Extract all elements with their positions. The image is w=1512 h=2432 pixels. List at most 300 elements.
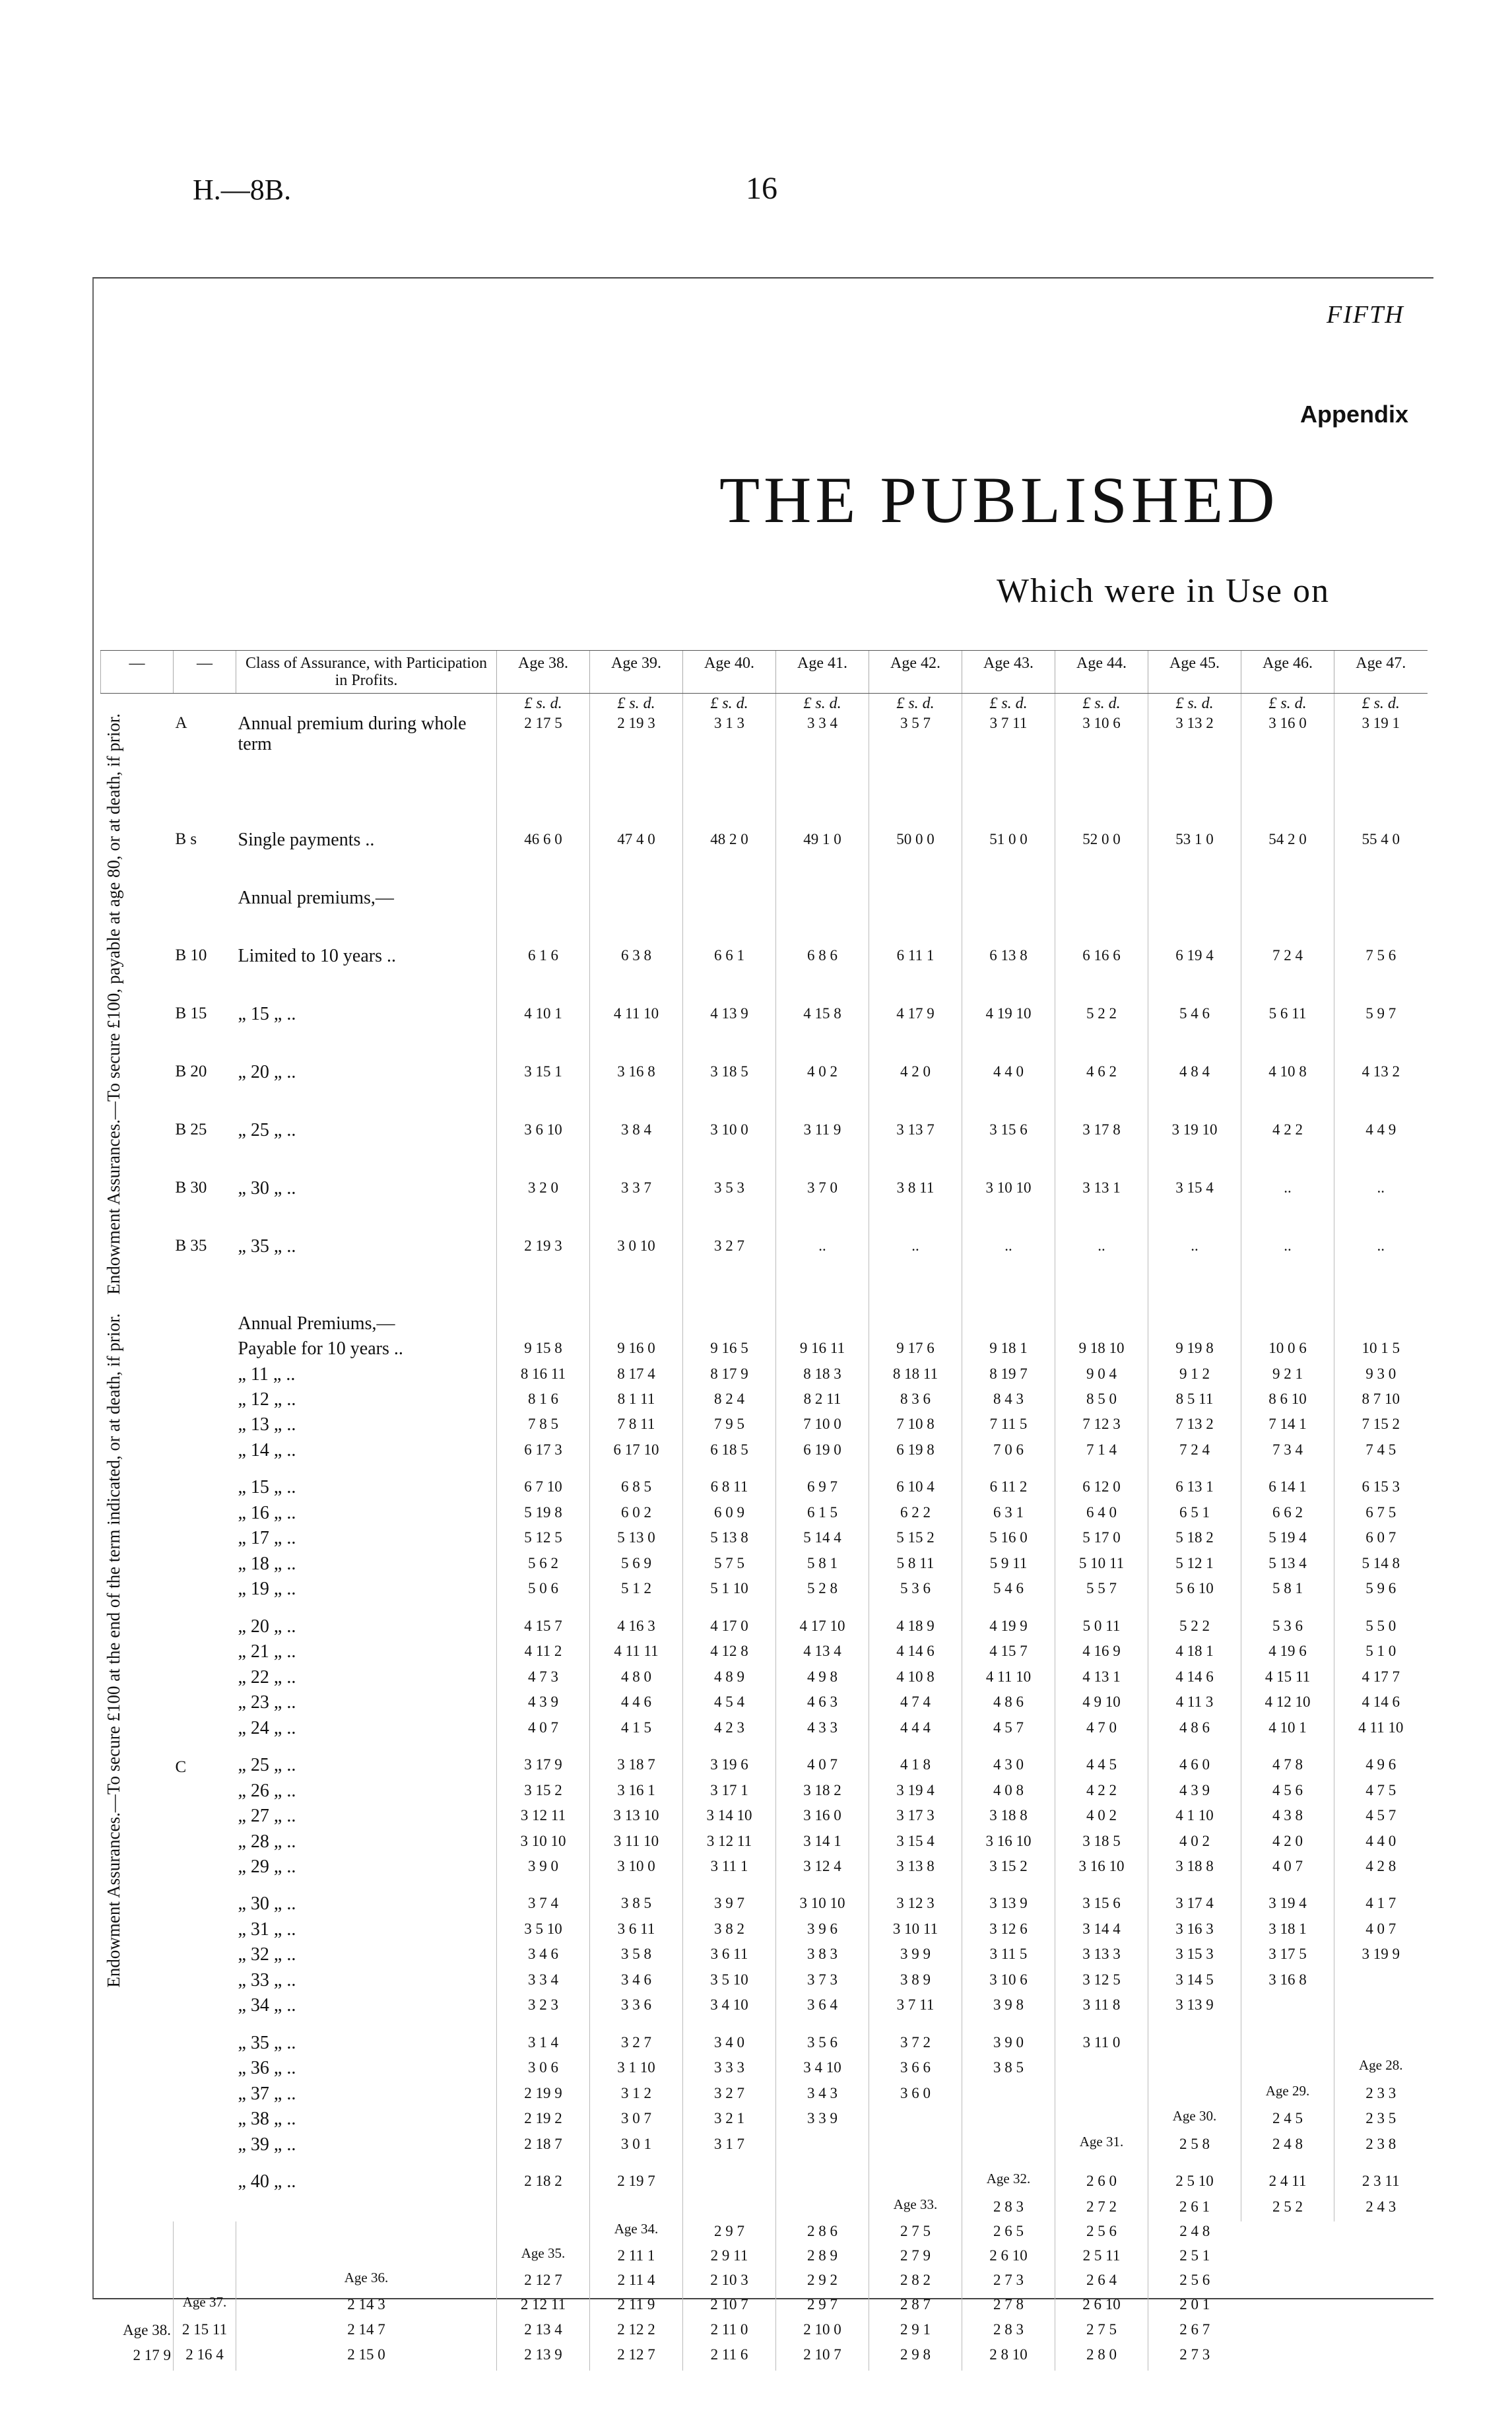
premium-cell: 3 19 9 <box>1334 1944 1428 1969</box>
premium-cell: 3 3 7 <box>590 1178 683 1236</box>
premium-cell: 3 0 6 <box>497 2058 590 2083</box>
age-note: Age 30. <box>1148 2109 1241 2134</box>
spacer-cell <box>497 2159 590 2171</box>
code-cell-spacer <box>174 694 236 714</box>
premium-cell: 3 19 4 <box>869 1781 962 1806</box>
premium-cell: 9 19 8 <box>1148 1338 1241 1364</box>
table-row <box>101 946 1428 1004</box>
class-description: „ 24 „ .. <box>238 1717 296 1738</box>
premium-cell: 2 6 10 <box>1055 2295 1148 2319</box>
premium-cell: 3 6 6 <box>869 2058 962 2083</box>
premium-cell: 4 2 2 <box>1241 1120 1334 1178</box>
age-note: Age 35. <box>497 2246 590 2270</box>
premium-cell: 5 8 11 <box>869 1554 962 1579</box>
premium-cell: 5 19 4 <box>1241 1528 1334 1553</box>
premium-cell: 5 12 5 <box>497 1528 590 1553</box>
class-description: „ 39 „ .. <box>238 2134 296 2155</box>
premium-cell: 4 9 10 <box>1055 1692 1148 1717</box>
premium-cell: 3 2 0 <box>497 1178 590 1236</box>
class-description <box>101 2246 174 2270</box>
premium-cell: 2 8 9 <box>776 2246 869 2270</box>
premium-cell: 6 8 6 <box>776 946 869 1004</box>
spacer-cell <box>869 1882 962 1893</box>
premium-cell: 3 12 11 <box>497 1806 590 1831</box>
premium-cell: 2 12 11 <box>497 2295 590 2319</box>
premium-cell: 2 8 2 <box>869 2270 962 2295</box>
premium-cell: 3 6 0 <box>869 2084 962 2109</box>
premium-cell <box>1241 888 1334 946</box>
class-description: „ 32 „ .. <box>238 1944 296 1965</box>
premium-cell: 6 1 6 <box>497 946 590 1004</box>
spacer-cell <box>1334 1465 1428 1477</box>
premium-cell: 2 4 11 <box>1241 2171 1334 2196</box>
lsd-unit-label: £ s. d. <box>1148 694 1241 714</box>
class-description: „ 17 „ .. <box>238 1528 296 1549</box>
premium-cell: 2 5 1 <box>1148 2246 1241 2270</box>
premium-cell: 5 9 11 <box>962 1554 1055 1579</box>
premium-cell: 3 11 8 <box>1055 1995 1148 2020</box>
premium-cell: 3 8 5 <box>962 2058 1055 2083</box>
table-row <box>101 1755 1428 1780</box>
premium-cell <box>962 888 1055 946</box>
premium-cell: 51 0 0 <box>962 830 1055 888</box>
premium-cell <box>1334 1970 1428 1995</box>
premium-cell: 4 11 10 <box>1334 1718 1428 1743</box>
premium-cell: 4 12 10 <box>1241 1692 1334 1717</box>
table-row <box>101 713 1428 830</box>
spacer-cell <box>1241 2159 1334 2171</box>
premium-cell: 2 11 6 <box>683 2345 776 2371</box>
premium-cell: 2 15 0 <box>236 2345 497 2371</box>
premium-cell: 3 13 2 <box>1148 713 1241 830</box>
premium-cell: 5 2 2 <box>1148 1616 1241 1641</box>
premium-cell: 3 11 1 <box>683 1857 776 1882</box>
premium-cell: 3 15 1 <box>497 1062 590 1120</box>
premium-cell: 5 6 2 <box>497 1554 590 1579</box>
premium-cell: 8 7 10 <box>1334 1389 1428 1414</box>
premium-cell: 3 6 10 <box>497 1120 590 1178</box>
table-row <box>101 1641 1428 1666</box>
age-note: Age 37. <box>174 2295 236 2319</box>
spacer-cell <box>1241 2021 1334 2033</box>
table-row <box>101 1477 1428 1502</box>
premium-cell: 2 19 3 <box>497 1236 590 1294</box>
premium-cell: 2 9 7 <box>776 2295 869 2319</box>
age-header: Age 44. <box>1055 651 1148 694</box>
premium-cell: 4 3 9 <box>497 1692 590 1717</box>
group-a-body <box>101 694 1428 1295</box>
premium-cell: 3 7 0 <box>776 1178 869 1236</box>
premium-cell: 4 9 8 <box>776 1667 869 1692</box>
premium-cell: 7 2 4 <box>1148 1440 1241 1465</box>
premium-cell: 3 16 1 <box>590 1781 683 1806</box>
premium-cell: 2 6 1 <box>1148 2197 1241 2221</box>
age-header: Age 46. <box>1241 651 1334 694</box>
premium-cell: 2 9 11 <box>683 2246 776 2270</box>
premium-cell: 2 13 4 <box>497 2320 590 2345</box>
class-code: A <box>175 714 187 732</box>
premium-cell: 3 5 6 <box>776 2033 869 2058</box>
class-description <box>101 2270 174 2295</box>
premium-cell: 4 7 8 <box>1241 1755 1334 1780</box>
premium-cell: 9 18 1 <box>962 1338 1055 1364</box>
premium-cell: 8 1 6 <box>497 1389 590 1414</box>
premium-cell: 52 0 0 <box>1055 830 1148 888</box>
premium-cell: 4 4 0 <box>962 1062 1055 1120</box>
premium-cell: 3 12 4 <box>776 1857 869 1882</box>
class-description: „ 25 „ .. <box>238 1120 296 1141</box>
premium-cell: 3 18 7 <box>590 1755 683 1780</box>
premium-cell: 2 0 1 <box>1148 2295 1241 2319</box>
premium-cell: 5 14 8 <box>1334 1554 1428 1579</box>
premium-cell: 3 16 0 <box>1241 713 1334 830</box>
premium-cell: 3 19 1 <box>1334 713 1428 830</box>
premium-cell: 6 12 0 <box>1055 1477 1148 1502</box>
class-code: B 35 <box>175 1237 207 1255</box>
premium-cell: 2 5 2 <box>1241 2197 1334 2221</box>
premium-cell: 4 0 7 <box>1334 1919 1428 1944</box>
table-row <box>101 1528 1428 1553</box>
premium-cell: 3 10 0 <box>683 1120 776 1178</box>
premium-cell <box>776 2171 869 2196</box>
premium-cell: 2 13 9 <box>497 2345 590 2371</box>
premium-cell <box>1148 2084 1241 2109</box>
premium-cell: 5 6 11 <box>1241 1004 1334 1062</box>
premium-cell <box>776 888 869 946</box>
table-row <box>101 1806 1428 1831</box>
premium-cell: 2 5 8 <box>1148 2134 1241 2159</box>
premium-cell: 3 13 9 <box>962 1893 1055 1919</box>
premium-cell: 2 7 9 <box>869 2246 962 2270</box>
premium-cell: 6 6 1 <box>683 946 776 1004</box>
premium-cell: 4 10 8 <box>1241 1062 1334 1120</box>
premium-cell: 4 9 6 <box>1334 1755 1428 1780</box>
premium-cell: 6 13 1 <box>1148 1477 1241 1502</box>
premium-cell <box>1148 888 1241 946</box>
premium-cell: 3 8 9 <box>869 1970 962 1995</box>
premium-cell: 5 3 6 <box>1241 1616 1334 1641</box>
premium-cell: 8 16 11 <box>497 1364 590 1389</box>
spacer-cell <box>497 1465 590 1477</box>
premium-cell: 4 7 4 <box>869 1692 962 1717</box>
premium-cell-empty <box>1148 1313 1241 1338</box>
class-description: „ 30 „ .. <box>238 1893 296 1915</box>
group-spacer-row <box>101 1743 1428 1755</box>
group-c-body <box>101 1295 1428 2371</box>
group-c-heading-row <box>101 1313 1428 1338</box>
premium-cell: 6 17 3 <box>497 1440 590 1465</box>
premium-cell: 48 2 0 <box>683 830 776 888</box>
premium-cell: 3 19 6 <box>683 1755 776 1780</box>
heading-appendix: Appendix <box>1300 401 1409 428</box>
heading-fifth: FIFTH <box>1327 301 1404 329</box>
lsd-unit-label: £ s. d. <box>1055 694 1148 714</box>
lsd-unit-label: £ s. d. <box>869 694 962 714</box>
premium-cell: 3 0 1 <box>590 2134 683 2159</box>
premium-cell: 4 18 1 <box>1148 1641 1241 1666</box>
premium-cell: 6 7 5 <box>1334 1503 1428 1528</box>
table-row <box>101 830 1428 888</box>
premium-cell: 5 6 10 <box>1148 1579 1241 1604</box>
premium-cell: 3 0 10 <box>590 1236 683 1294</box>
lsd-row <box>101 694 1428 714</box>
premium-cell: 6 8 11 <box>683 1477 776 1502</box>
spacer-cell <box>962 1743 1055 1755</box>
table-row <box>101 2197 1428 2221</box>
premium-cell: 2 4 3 <box>1334 2197 1428 2221</box>
premium-cell: 3 1 4 <box>497 2033 590 2058</box>
lsd-unit-label: £ s. d. <box>1334 694 1428 714</box>
premium-cell: 5 3 6 <box>869 1579 962 1604</box>
premium-cell: 4 7 0 <box>1055 1718 1148 1743</box>
premium-cell: 4 16 9 <box>1055 1641 1148 1666</box>
premium-cell <box>869 2134 962 2159</box>
premium-cell: 2 7 3 <box>1148 2345 1241 2371</box>
spacer-cell <box>497 1604 590 1616</box>
age-header: Age 38. <box>497 651 590 694</box>
premium-cell: 2 14 3 <box>236 2295 497 2319</box>
premium-cell: 4 8 6 <box>962 1692 1055 1717</box>
spacer-cell <box>869 1465 962 1477</box>
premium-cell: 4 19 6 <box>1241 1641 1334 1666</box>
table-row <box>101 2033 1428 2058</box>
premium-cell: 2 10 0 <box>776 2320 869 2345</box>
spacer-cell <box>1241 1604 1334 1616</box>
lsd-unit-label: £ s. d. <box>590 694 683 714</box>
spacer-cell <box>683 2159 776 2171</box>
premium-cell: 2 5 10 <box>1148 2171 1241 2196</box>
premium-cell: 3 5 10 <box>683 1970 776 1995</box>
premium-cell: 6 7 10 <box>497 1477 590 1502</box>
premium-cell: 4 6 2 <box>1055 1062 1148 1120</box>
table-row <box>101 1893 1428 1919</box>
premium-cell: 4 2 8 <box>1334 1857 1428 1882</box>
premium-cell: 7 5 6 <box>1334 946 1428 1004</box>
premium-cell: 3 8 4 <box>590 1120 683 1178</box>
premium-cell: 6 0 9 <box>683 1503 776 1528</box>
premium-cell: 3 10 11 <box>869 1919 962 1944</box>
premium-cell: 3 8 11 <box>869 1178 962 1236</box>
class-code: B s <box>175 830 197 849</box>
premium-cell: 4 19 9 <box>962 1616 1055 1641</box>
premium-cell: 3 13 1 <box>1055 1178 1148 1236</box>
age-header: Age 40. <box>683 651 776 694</box>
premium-cell: 6 6 2 <box>1241 1503 1334 1528</box>
group-spacer-row <box>101 2021 1428 2033</box>
class-code: B 15 <box>175 1004 207 1023</box>
premium-cell: 7 15 2 <box>1334 1414 1428 1439</box>
premium-cell: 5 2 2 <box>1055 1004 1148 1062</box>
age-header: Age 39. <box>590 651 683 694</box>
premium-cell: 3 4 0 <box>683 2033 776 2058</box>
class-description: Limited to 10 years .. <box>238 946 397 967</box>
premium-cell: 4 5 7 <box>1334 1806 1428 1831</box>
premium-cell: 3 8 2 <box>683 1919 776 1944</box>
premium-cell: 3 17 9 <box>497 1755 590 1780</box>
premium-cell: 3 7 11 <box>962 713 1055 830</box>
premium-cell: 6 0 7 <box>1334 1528 1428 1553</box>
premium-cell <box>1148 2058 1241 2083</box>
premium-cell: 3 12 11 <box>683 1831 776 1857</box>
premium-cell: 4 13 9 <box>683 1004 776 1062</box>
premium-cell: 3 2 3 <box>497 1995 590 2020</box>
premium-cell-empty <box>776 1313 869 1338</box>
spacer-cell <box>962 1604 1055 1616</box>
spacer-cell <box>1334 1743 1428 1755</box>
premium-cell: 7 9 5 <box>683 1414 776 1439</box>
class-description <box>101 2221 174 2246</box>
premium-cell: 5 4 6 <box>1148 1004 1241 1062</box>
age-header: Age 41. <box>776 651 869 694</box>
spacer-cell <box>1334 2021 1428 2033</box>
class-code: B 30 <box>175 1179 207 1197</box>
premium-cell <box>1055 888 1148 946</box>
class-description: „ 18 „ .. <box>238 1553 296 1574</box>
spacer-cell <box>683 1882 776 1893</box>
premium-cell: .. <box>1334 1178 1428 1236</box>
premium-cell: 2 5 6 <box>1148 2270 1241 2295</box>
spacer-cell <box>683 2021 776 2033</box>
premium-cell: 3 13 3 <box>1055 1944 1148 1969</box>
spacer-cell <box>776 2159 869 2171</box>
desc-cell-spacer <box>236 694 497 714</box>
premium-cell: 49 1 0 <box>776 830 869 888</box>
table-row <box>101 2058 1428 2083</box>
spacer-cell <box>869 1604 962 1616</box>
spacer-cell <box>1055 2021 1148 2033</box>
class-description: „ 12 „ .. <box>238 1389 296 1410</box>
premium-cell: 2 8 6 <box>776 2221 869 2246</box>
premium-table <box>100 650 1428 2371</box>
premium-cell: 3 5 10 <box>497 1919 590 1944</box>
premium-cell: 6 19 8 <box>869 1440 962 1465</box>
premium-cell: 3 11 9 <box>776 1120 869 1178</box>
premium-cell: 6 11 1 <box>869 946 962 1004</box>
premium-cell: 3 19 10 <box>1148 1120 1241 1178</box>
spacer-cell <box>776 1882 869 1893</box>
premium-cell: 3 4 6 <box>497 1944 590 1969</box>
age-note: Age 36. <box>236 2270 497 2295</box>
premium-cell: .. <box>1241 1236 1334 1294</box>
premium-cell: 7 3 4 <box>1241 1440 1334 1465</box>
premium-cell: 5 1 2 <box>590 1579 683 1604</box>
class-description: „ 31 „ .. <box>238 1919 296 1940</box>
premium-cell: 8 6 10 <box>1241 1389 1334 1414</box>
premium-cell: 2 12 2 <box>590 2320 683 2345</box>
premium-cell: 2 6 4 <box>1055 2270 1148 2295</box>
premium-cell: 2 19 7 <box>590 2171 683 2196</box>
class-code-c: C <box>175 1758 187 1776</box>
heading-title: THE PUBLISHED <box>719 463 1279 537</box>
premium-cell <box>1055 2109 1148 2134</box>
premium-cell: 4 0 7 <box>1241 1857 1334 1882</box>
table-row <box>101 2171 1428 2196</box>
premium-cell <box>590 2197 683 2221</box>
spacer-cell <box>590 2021 683 2033</box>
class-description: „ 21 „ .. <box>238 1641 296 1662</box>
premium-cell: 10 0 6 <box>1241 1338 1334 1364</box>
group-spacer-row <box>101 1465 1428 1477</box>
premium-cell: 9 18 10 <box>1055 1338 1148 1364</box>
spacer-cell <box>590 1604 683 1616</box>
premium-cell: 5 5 0 <box>1334 1616 1428 1641</box>
premium-cell-empty <box>497 1313 590 1338</box>
premium-cell: 2 16 4 <box>174 2345 236 2371</box>
premium-cell: 4 3 3 <box>776 1718 869 1743</box>
premium-cell: 7 8 5 <box>497 1414 590 1439</box>
premium-cell: 5 6 9 <box>590 1554 683 1579</box>
premium-cell: 4 11 10 <box>590 1004 683 1062</box>
premium-cell: 3 14 4 <box>1055 1919 1148 1944</box>
premium-cell: 2 4 5 <box>1241 2109 1334 2134</box>
premium-cell: 2 8 0 <box>1055 2345 1148 2371</box>
premium-cell: 6 3 8 <box>590 946 683 1004</box>
class-description: „ 28 „ .. <box>238 1831 296 1852</box>
spacer-cell <box>683 1465 776 1477</box>
premium-cell: 5 10 11 <box>1055 1554 1148 1579</box>
premium-cell: 7 4 5 <box>1334 1440 1428 1465</box>
premium-cell: 2 7 5 <box>869 2221 962 2246</box>
group-spacer-row <box>101 1604 1428 1616</box>
premium-cell: 3 4 10 <box>683 1995 776 2020</box>
premium-cell: 9 16 5 <box>683 1338 776 1364</box>
premium-cell: 4 0 2 <box>776 1062 869 1120</box>
premium-cell: 8 3 6 <box>869 1389 962 1414</box>
spacer-cell <box>776 1295 869 1313</box>
class-description: „ 20 „ .. <box>238 1062 296 1083</box>
premium-cell: 4 8 4 <box>1148 1062 1241 1120</box>
age-note: Age 31. <box>1055 2134 1148 2159</box>
premium-cell: 5 0 11 <box>1055 1616 1148 1641</box>
premium-cell: 4 15 8 <box>776 1004 869 1062</box>
spacer-cell <box>776 1465 869 1477</box>
premium-cell: 4 16 3 <box>590 1616 683 1641</box>
side-label-a <box>101 713 174 1295</box>
premium-cell: 3 17 3 <box>869 1806 962 1831</box>
spacer-cell <box>1148 1465 1241 1477</box>
premium-cell: 3 9 0 <box>497 1857 590 1882</box>
spacer-cell <box>683 1604 776 1616</box>
spacer-cell <box>1055 1465 1148 1477</box>
premium-cell: 3 1 2 <box>590 2084 683 2109</box>
premium-cell: 2 12 7 <box>497 2270 590 2295</box>
premium-cell: 5 1 10 <box>683 1579 776 1604</box>
premium-cell: .. <box>869 1236 962 1294</box>
premium-cell: 54 2 0 <box>1241 830 1334 888</box>
class-description: „ 38 „ .. <box>238 2109 296 2130</box>
class-description: „ 15 „ .. <box>238 1004 296 1025</box>
premium-cell: 3 7 2 <box>869 2033 962 2058</box>
premium-cell: 5 15 2 <box>869 1528 962 1553</box>
spacer-cell <box>236 1604 497 1616</box>
premium-cell: 6 18 5 <box>683 1440 776 1465</box>
spacer-cell <box>236 1465 497 1477</box>
premium-cell: 3 10 6 <box>1055 713 1148 830</box>
premium-cell: 2 5 6 <box>1055 2221 1148 2246</box>
table-row <box>101 2134 1428 2159</box>
premium-cell: 2 9 2 <box>776 2270 869 2295</box>
table-row <box>101 1236 1428 1294</box>
class-description: „ 29 „ .. <box>238 1856 296 1877</box>
table-row <box>101 1579 1428 1604</box>
premium-cell: 4 19 10 <box>962 1004 1055 1062</box>
table-row <box>101 2295 1428 2319</box>
premium-cell: 6 1 5 <box>776 1503 869 1528</box>
premium-cell: 3 6 11 <box>590 1919 683 1944</box>
premium-cell: 7 1 4 <box>1055 1440 1148 1465</box>
age-header: Age 43. <box>962 651 1055 694</box>
premium-cell <box>236 2221 497 2246</box>
